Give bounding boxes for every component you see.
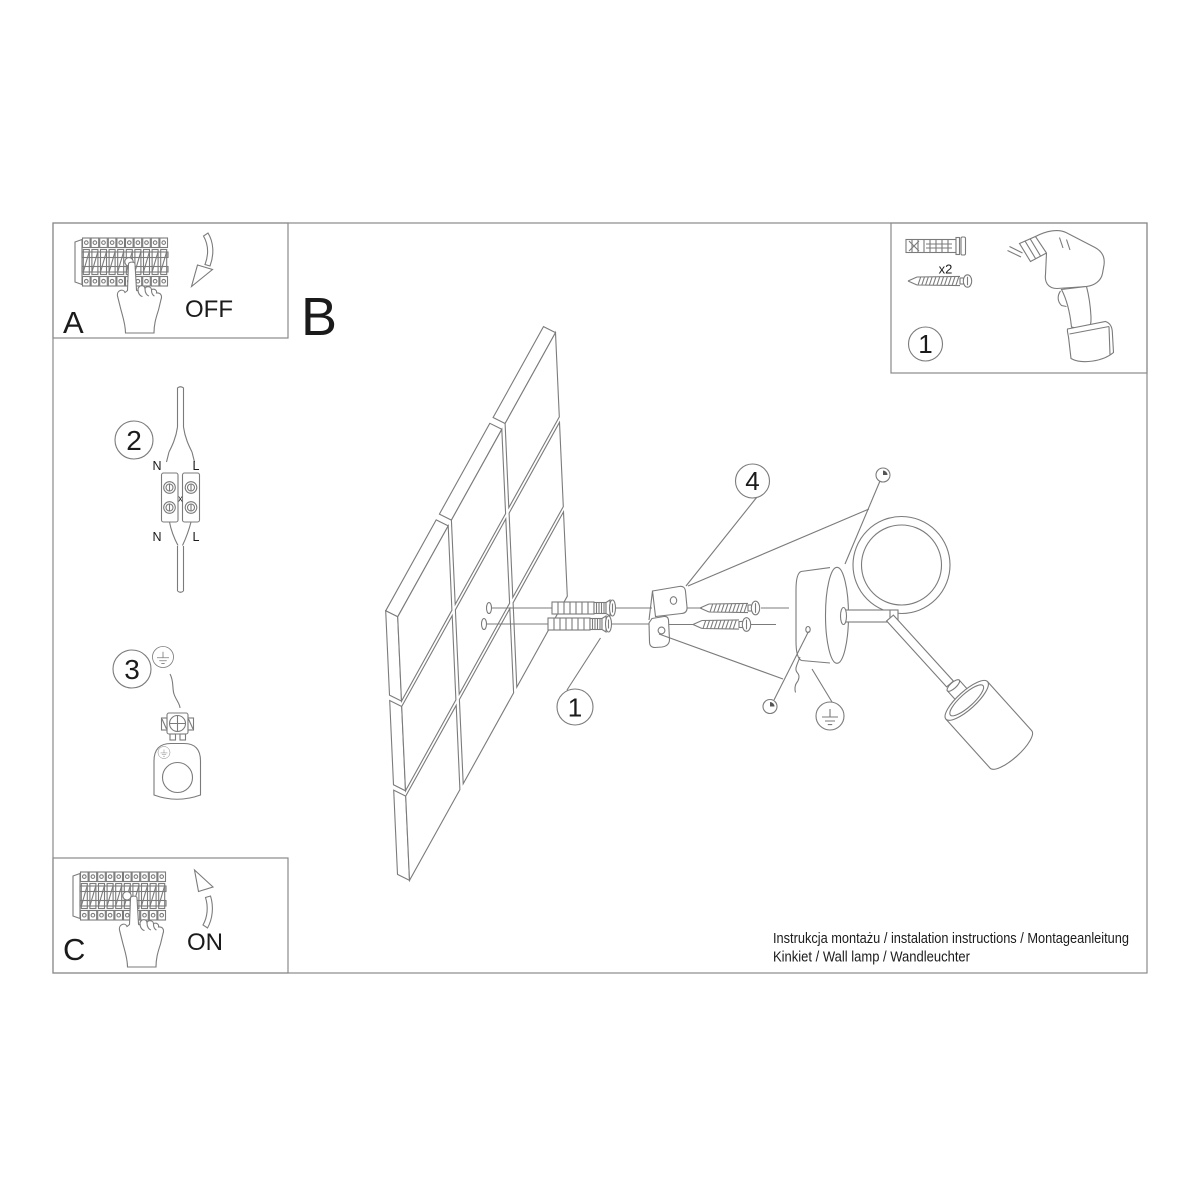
mounting-plate [154,744,201,800]
breaker-cell [141,911,149,921]
breaker-cell [81,911,89,921]
breaker-cell [160,238,168,248]
screw-thread [721,604,724,612]
screw-thread [703,621,706,629]
breaker-cell [89,911,97,921]
breaker-lever-line [81,886,87,907]
breaker-cell [158,911,166,921]
breaker-cell [98,872,106,882]
breaker-cell [115,872,123,882]
breaker-cell [91,277,99,287]
breaker-cell [91,238,99,248]
breaker-lever-line [150,886,156,907]
screw-thread [710,604,713,612]
breaker-rail [80,886,166,892]
earth-wire [170,674,180,708]
curved-arrow-up-icon [195,870,214,928]
breaker-cell [134,238,142,248]
breaker-cell [83,277,91,287]
screw-thread [948,277,951,285]
step-1-parts-badge [909,327,943,361]
screw-thread [729,604,732,612]
wall-lamp-assembly [763,468,1038,775]
breaker-lever-line [118,252,124,273]
screw-thread [945,277,948,285]
main-frame [53,223,1147,973]
power-cable-bottom [170,522,192,592]
breaker-cell [100,277,108,287]
breaker-rail [82,267,168,273]
breaker-cell [151,277,159,287]
breaker-cell [89,872,97,882]
step-number: 4 [745,466,760,496]
breaker-cell [149,911,157,921]
screw-thread [740,604,743,612]
step-number: 2 [126,425,142,456]
screw-thread [718,604,721,612]
breaker-lever-line [152,252,158,273]
breaker-cell [149,872,157,882]
breaker-cell [81,872,89,882]
step-number: 1 [918,329,933,359]
breaker-cell [160,277,168,287]
wall-panels [386,327,568,881]
screw-icon [700,601,760,615]
off-label: OFF [185,296,233,323]
power-cable-top [167,387,195,462]
screw-thread [937,277,940,285]
screw-thread [737,604,740,612]
step-1-wall-badge [557,638,601,725]
footer-line-1: Instrukcja montażu / instalation instructions / Montageanleitung [773,931,1129,947]
breaker-rail [82,252,168,258]
breaker-lever-line [83,252,89,273]
section-b-label: B [301,287,338,347]
breaker-cell [117,277,125,287]
terminal-cross-mark: x [178,493,183,504]
screw-thread [714,604,717,612]
breaker-cell [126,238,134,248]
earth-ground-symbol-icon [153,647,174,668]
screw-thread [714,621,717,629]
screw-icon [693,618,751,632]
terminal-block [162,473,200,522]
wire-l-label-bottom: L [192,530,200,544]
breaker-rail [80,901,166,907]
screw-thread [733,621,736,629]
breaker-lever-line [109,252,115,273]
screw-thread [711,621,714,629]
wire-n-label-bottom: N [152,530,162,544]
circuit-breaker-row-icon [75,238,168,286]
breaker-lever-line [92,252,98,273]
lamp-loop-arm [853,517,950,614]
breaker-cell [143,277,151,287]
section-c-label: C [63,932,86,967]
breaker-cell [132,872,140,882]
wall-plug-with-screw [552,600,616,616]
breaker-cell [106,911,114,921]
din-rail-end [75,240,82,285]
breaker-cell [124,872,132,882]
breaker-lever-line [116,886,122,907]
step-number: 1 [567,692,583,723]
screw-thread [941,277,944,285]
breaker-cell [98,911,106,921]
screw-thread [933,277,936,285]
screw-thread [956,277,959,285]
arm-collar [841,608,847,625]
breaker-lever-line [161,252,167,273]
din-rail-end [73,874,80,919]
screw-thread [926,277,929,285]
on-label: ON [187,929,223,956]
mounting-bracket [649,586,687,647]
breaker-cell [151,238,159,248]
cordless-drill-icon [1008,231,1114,362]
footer-text [773,931,1129,966]
wire-n-label-top: N [152,459,162,473]
wall-plug-icon [906,237,966,255]
panel-c-power-on [63,870,223,967]
breaker-lever-line [159,886,165,907]
wall-hole-marker [487,603,492,614]
step-3-earth [113,647,201,800]
screw-thread [722,621,725,629]
breaker-cell [115,911,123,921]
earth-ground-symbol-icon [816,702,844,730]
step-number: 3 [124,654,140,685]
screw-thread [733,604,736,612]
curved-arrow-down-icon [192,233,213,287]
breaker-cell [106,872,114,882]
earth-wire-hook [795,657,800,693]
breaker-cell [158,872,166,882]
screw-icon [908,275,972,287]
earth-clamp [162,713,194,740]
breaker-lever-line [99,886,105,907]
screw-thread [718,621,721,629]
wire-l-label-top: L [192,459,200,473]
breaker-lever-line [90,886,96,907]
breaker-cell [141,872,149,882]
screw-thread [730,621,733,629]
wall-hole-marker [482,619,487,630]
screw-thread [929,277,932,285]
earth-symbol-leader [812,669,832,702]
breaker-cell [108,238,116,248]
parts-box-content [906,231,1114,362]
screw-thread [952,277,955,285]
wall-plug-with-screw [548,616,612,632]
lamp-stem [887,615,954,687]
sheet-frame [53,223,1147,973]
breaker-cell [143,238,151,248]
footer-line-2: Kinkiet / Wall lamp / Wandleuchter [773,949,971,966]
screw-thread [726,621,729,629]
section-a-label: A [63,305,84,340]
step-2-wiring [115,387,200,593]
breaker-lever-line [107,886,113,907]
breaker-cell [100,238,108,248]
screw-thread [922,277,925,285]
screw-thread [725,604,728,612]
breaker-lever-line [101,252,107,273]
canopy-fixing-screw-bottom [763,632,809,714]
breaker-cell [108,277,116,287]
screw-thread [744,604,747,612]
earth-ground-symbol-icon [158,746,170,758]
panel-a-power-off [63,233,233,340]
plug-quantity-label: x2 [938,261,953,277]
screw-thread [707,621,710,629]
breaker-lever-line [144,252,150,273]
breaker-cell [117,238,125,248]
step-3-badge [113,650,151,688]
screw-thread [918,277,921,285]
circuit-breaker-row-icon [73,872,166,920]
step-2-badge [115,421,153,459]
breaker-cell [83,238,91,248]
breaker-lever-line [142,886,148,907]
